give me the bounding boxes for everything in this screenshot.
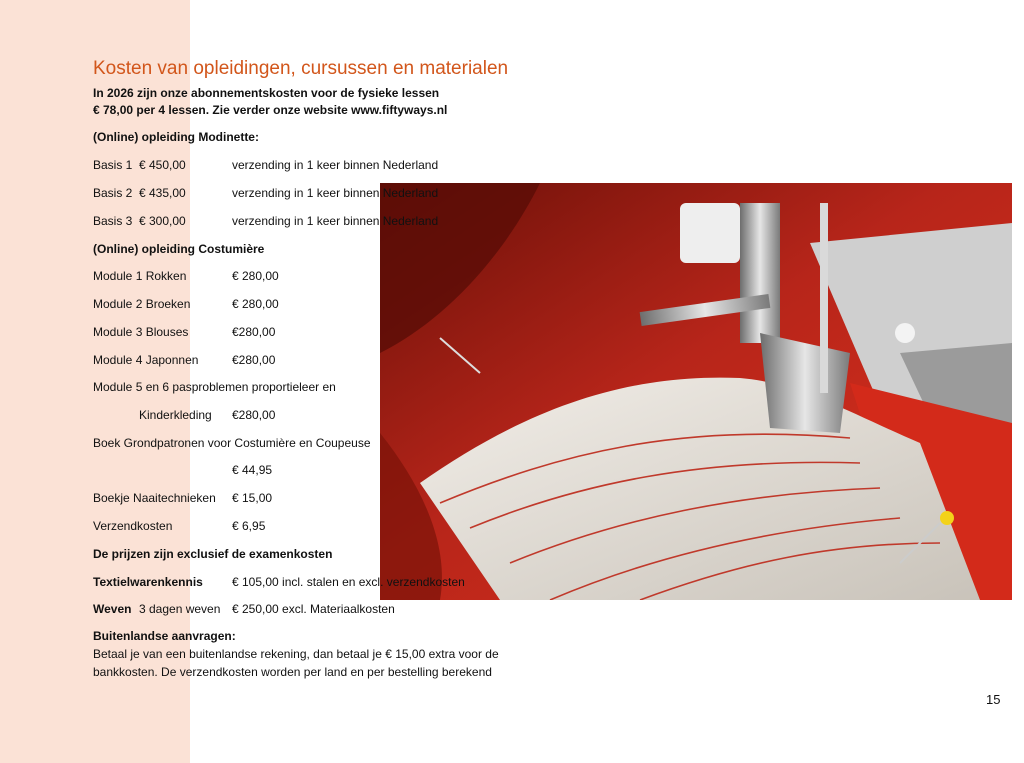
sewing-machine-photo [380,183,1012,600]
foreign-heading: Buitenlandse aanvragen: [93,629,236,643]
row-price: € 280,00 [232,269,279,283]
row-price: € 435,00 [139,186,186,200]
weven-price: € 250,00 excl. Materiaalkosten [232,602,395,616]
row-name: Module 1 Rokken [93,269,187,283]
weven-days: 3 dagen weven [139,602,221,616]
book-price: € 44,95 [232,463,273,477]
shipping-name: Verzendkosten [93,519,173,533]
row-price: €280,00 [232,325,276,339]
textiel-price: € 105,00 incl. stalen en excl. verzendkosten [232,575,465,589]
foreign-line-2: bankkosten. De verzendkosten worden per land en per bestelling berekend [93,665,492,679]
booklet-price: € 15,00 [232,491,273,505]
row-name: Basis 3 [93,214,133,228]
module5-line-2: Kinderkleding [139,408,212,422]
row-name: Module 3 Blouses [93,325,189,339]
foreign-line-1: Betaal je van een buitenlandse rekening, dan betaal je € 15,00 extra voor de [93,647,499,661]
row-note: verzending in 1 keer binnen Nederland [232,186,439,200]
page-title: Kosten van opleidingen, cursussen en materialen [93,58,509,79]
row-price: €280,00 [232,353,276,367]
book-title: Boek Grondpatronen voor Costumière en Coupeuse [93,436,371,450]
row-name: Module 4 Japonnen [93,353,199,367]
row-name: Basis 1 [93,158,133,172]
exam-note: De prijzen zijn exclusief de examenkosten [93,547,333,561]
intro-line-2: € 78,00 per 4 lessen. Zie verder onze website www.fiftyways.nl [93,103,448,117]
costumiere-heading: (Online) opleiding Costumière [93,242,265,256]
module5-price: €280,00 [232,408,276,422]
booklet-name: Boekje Naaitechnieken [93,491,216,505]
row-note: verzending in 1 keer binnen Nederland [232,158,439,172]
row-note: verzending in 1 keer binnen Nederland [232,214,439,228]
row-price: € 300,00 [139,214,186,228]
module5-line-1: Module 5 en 6 pasproblemen proportieleer en [93,380,336,394]
row-name: Basis 2 [93,186,133,200]
modinette-heading: (Online) opleiding Modinette: [93,130,259,144]
intro-line-1: In 2026 zijn onze abonnementskosten voor de fysieke lessen [93,86,440,100]
row-price: € 450,00 [139,158,186,172]
textiel-name: Textielwarenkennis [93,575,203,589]
shipping-price: € 6,95 [232,519,266,533]
page-number: 15 [986,692,1001,707]
row-name: Module 2 Broeken [93,297,191,311]
row-price: € 280,00 [232,297,279,311]
weven-name: Weven [93,602,132,616]
